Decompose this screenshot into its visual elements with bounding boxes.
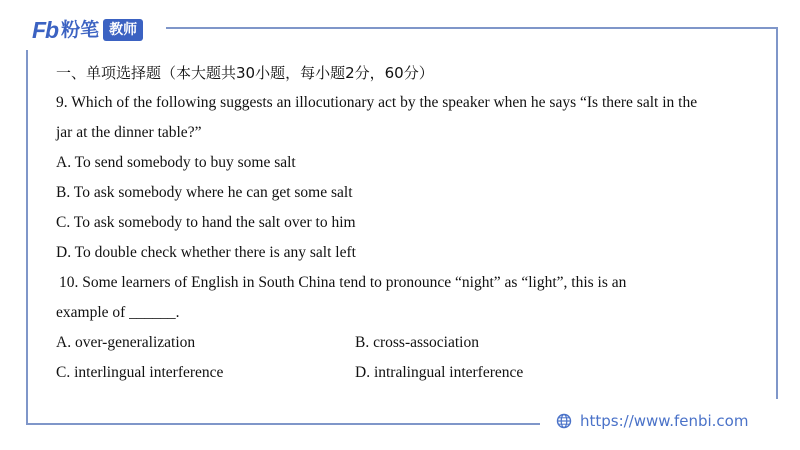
website-url[interactable] — [556, 410, 748, 432]
logo-mark: Fb — [32, 17, 59, 43]
q10-options-row1 — [56, 328, 768, 358]
globe-icon — [556, 413, 572, 429]
q9-stem-line2: jar at the dinner table?” — [56, 124, 202, 141]
logo-tag: 教师 — [103, 19, 143, 41]
q10-stem-line1: 10. Some learners of English in South China tend to pronounce “night” as “light”, this is an — [59, 274, 627, 291]
q10-option-d: D. intralingual interference — [355, 364, 524, 381]
fenbi-logo — [32, 17, 143, 43]
q10-option-c: C. interlingual interference — [56, 364, 224, 381]
question-content — [56, 60, 768, 388]
frame-right-line — [776, 27, 778, 399]
frame-top-line — [166, 27, 778, 29]
q9-option-b: B. To ask somebody where he can get some salt — [56, 184, 353, 201]
q10-option-b: B. cross-association — [355, 334, 479, 351]
url-text[interactable]: https://www.fenbi.com — [580, 412, 749, 430]
q9-option-a: A. To send somebody to buy some salt — [56, 154, 296, 171]
frame-bottom-line — [26, 423, 540, 425]
frame-left-line — [26, 50, 28, 425]
logo-name: 粉笔 — [61, 19, 100, 41]
q9-option-d: D. To double check whether there is any salt left — [56, 244, 356, 261]
section-title: 一、单项选择题（本大题共30小题，每小题2分，60分） — [56, 64, 434, 82]
q9-option-c: C. To ask somebody to hand the salt over to him — [56, 214, 356, 231]
q10-options-row2 — [56, 358, 768, 388]
q10-stem-line2: example of ______. — [56, 304, 180, 321]
q9-stem-line1: 9. Which of the following suggests an illocutionary act by the speaker when he says “Is there salt in the — [56, 94, 698, 111]
q10-option-a: A. over-generalization — [56, 334, 196, 351]
